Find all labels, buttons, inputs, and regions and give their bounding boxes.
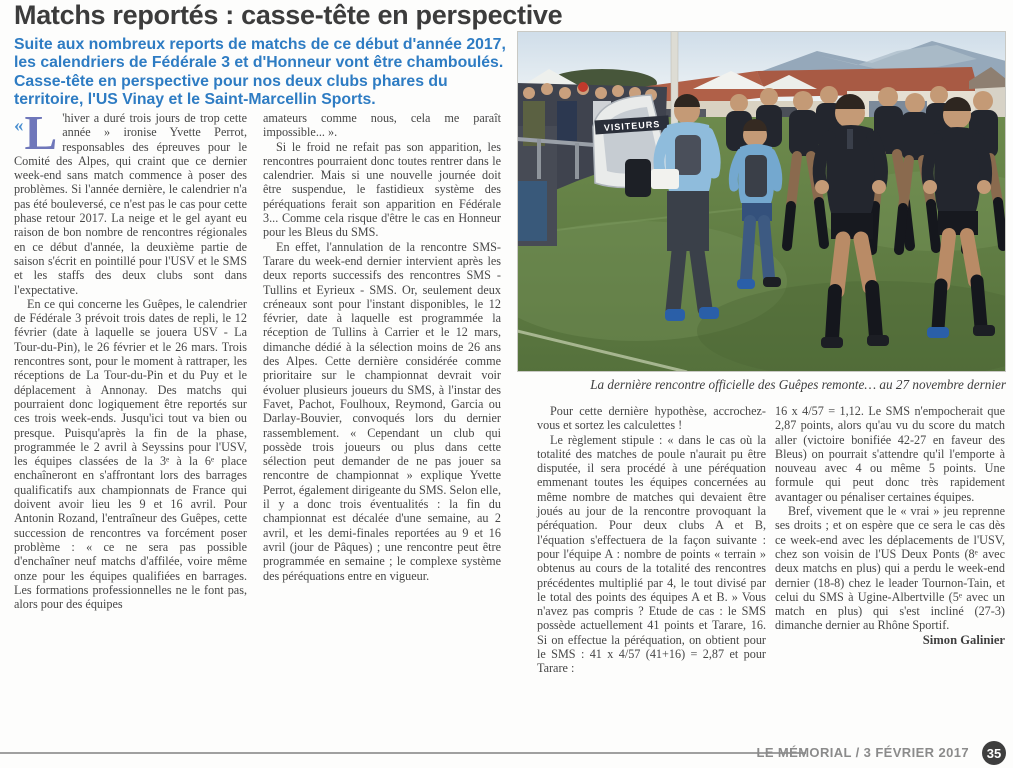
- article-paragraph: Le règlement stipule : « dans le cas où la totalité des matches de poule n'aurait pu être disputée, il sera procédé à une péréquation emmenant toutes les équipes concernées au même nombre de matches qui devaient être joués au jour de la rencontre provoquant la péréquation. Pour deux clubs A et B, l'équation s'effectuera de la façon suivante : pour l'équipe A : nombre de points « terrain » obtenus au cours de la totalité des rencontres précédentes multiplié par 4, le tout divisé par le total des points des équipes A et B. » Vous n'avez pas compris ? Etude de cas : le SMS possède actuellement 41 points et Tarare, 16. Si on effectue la péréquation, on obtient pour le SMS : 41 x 4/57 (41+16) = 2,87 et pour Tarare :: [537, 432, 766, 676]
- paragraph-text: 'hiver a duré trois jours de trop cette année » ironise Yvette Perrot, responsables des épreuves pour le Comité des Alpes, qui craint que ce dernier week-end sans match commence à poser des problèmes. Si l'année dernière, le calendrier n'a pas été bouleversé, ce n'est pas le cas pour cette phase retour 2017. La neige et le gel ayant eu raison de bon nombre de rencontres régionales en ce début d'année, la deuxième partie de saison s'écrit en pointillé pour l'USV et le SMS et les staffs des deux clubs sont dans l'expectative.: [14, 111, 247, 297]
- footer-publication: LE MÉMORIAL / 3 FÉVRIER 2017: [756, 745, 969, 760]
- article-paragraph: [14, 105, 247, 297]
- article-paragraph: Pour cette dernière hypothèse, accrochez-vous et sortez les calculettes !: [537, 404, 766, 433]
- article-paragraph: En ce qui concerne les Guêpes, le calendrier de Fédérale 3 prévoit trois dates de repli, le 12 février (date à laquelle se jouera USV - La Tour-du-Pin), le 26 février et le 26 mars. Trois rencontres sont, pour le moment à rattraper, les réceptions de La Tour-du-Pin et du Puy et le déplacement à Annonay. Des matchs qui pourraient donc logiquement être reportés sur ces trois week-ends. Jusqu'ici tout va bien ou presque. Puisqu'après la fin de la phase, programmée le 2 avril à Seyssins pour l'USV, les équipes classées de la 3ᵉ à la 6ᵉ place enchaîneront en s'affrontant lors des barrages qualificatifs aux championnats de France qui doivent avoir lieu les 9 et 16 avril. Pour Antonin Rozand, l'entraîneur des Guêpes, cette succession de rencontres va forcément poser problème : « ce ne sera pas possible d'enchaîner neuf matchs d'affilée, voire même onze pour les équipes qualifiées en barrages. Les formations professionnelles ne le font pas, alors pour des équipes: [14, 296, 247, 612]
- article-column-1: [14, 105, 247, 612]
- drop-cap: [14, 105, 58, 160]
- article-paragraph: Si le froid ne refait pas son apparition, les rencontres pourraient donc toutes rentrer dans le calendrier. Mais si une nouvelle journée doit être suspendue, le fastidieux système des péréquations ferait son apparition en Fédérale 3... Comme cela risque d'être le cas en Honneur pour les Bleus du SMS.: [263, 139, 501, 240]
- visiteurs-sign-label: VISITEURS: [603, 118, 661, 133]
- article-paragraph: 16 x 4/57 = 1,12. Le SMS n'empocherait que 2,87 points, alors qu'au vu du score du match aller (victoire bonifiée 42-27 en faveur des Bleus) on pourrait s'attendre qu'il l'emporte à nouveau avec 4 ou même 5 points. Une formule qui peut donc très rapidement avantager ou pénaliser certaines équipes.: [775, 404, 1005, 504]
- opening-guillemet: «: [14, 115, 24, 136]
- photo-caption: La dernière rencontre officielle des Guêpes remonte… au 27 novembre dernier: [590, 377, 1006, 392]
- article-column-2: [263, 111, 501, 583]
- article-column-4: [775, 404, 1005, 647]
- article-headline: Matchs reportés : casse-tête en perspective: [14, 0, 563, 30]
- footer-rule: [0, 752, 806, 754]
- article-photo: [517, 31, 1006, 372]
- article-paragraph: amateurs comme nous, cela me paraît impossible... ».: [263, 111, 501, 140]
- rugby-team-photo: [517, 31, 1006, 372]
- article-paragraph: En effet, l'annulation de la rencontre SMS-Tarare du week-end dernier intervient après les deux reports successifs des rencontres SMS - Tullins et Eyrieux - SMS. Or, seulement deux créneaux sont pour l'instant disponibles, le 12 février, date à laquelle est programmée la réception de Tullins à Carrier et le 12 mars, dimanche dédié à la sélection moins de 26 ans des Alpes. Cette dernière considérée comme prioritaire sur le championnat devrait voir évoluer plusieurs joueurs du SMS, à l'instar des Favet, Pachot, Foulhoux, Reymond, Garcia ou Darlay-Bouvier, convoqués lors du dernier rassemblement. « Cependant un club qui possède trois joueurs ou plus dans cette sélection peut demander de ne pas jouer sa rencontre de championnat » explique Yvette Perrot, également dirigeante du SMS. Selon elle, il y a donc trois éventualités : la fin du championnat est décalée d'une semaine, au 2 avril, et les demi-finales reportées au 9 et 16 avril (jour de Pâques) ; une rencontre peut être programmée en semaine ; le complexe système des péréquations entre en vigueur.: [263, 239, 501, 583]
- drop-cap-letter: L: [24, 105, 58, 160]
- article-column-3: [537, 404, 766, 676]
- article-paragraph: Bref, vivement que le « vrai » jeu reprenne ses droits ; et on espère que ce sera le cas dès ce week-end avec les déplacements de l'USV, chez son voisin de l'US Deux Ponts (8ᵉ avec deux matchs en plus) qui a perdu le week-end dernier (18-8) chez le leader Tournon-Tain, et celui du SMS à Ugine-Albertville (5ᵉ avec un match en plus) qui s'est incliné (27-3) dimanche dernier au Rhône Sportif.: [775, 504, 1005, 633]
- article-standfirst: Suite aux nombreux reports de matchs de ce début d'année 2017, les calendriers de Fédérale 3 et d'Honneur vont être chamboulés. Casse-tête en perspective pour nos deux clubs phares du territoire, l'US Vinay et le Saint-Marcellin Sports.: [14, 36, 506, 109]
- page-number-badge: 35: [982, 741, 1006, 765]
- article-byline: Simon Galinier: [922, 632, 1005, 647]
